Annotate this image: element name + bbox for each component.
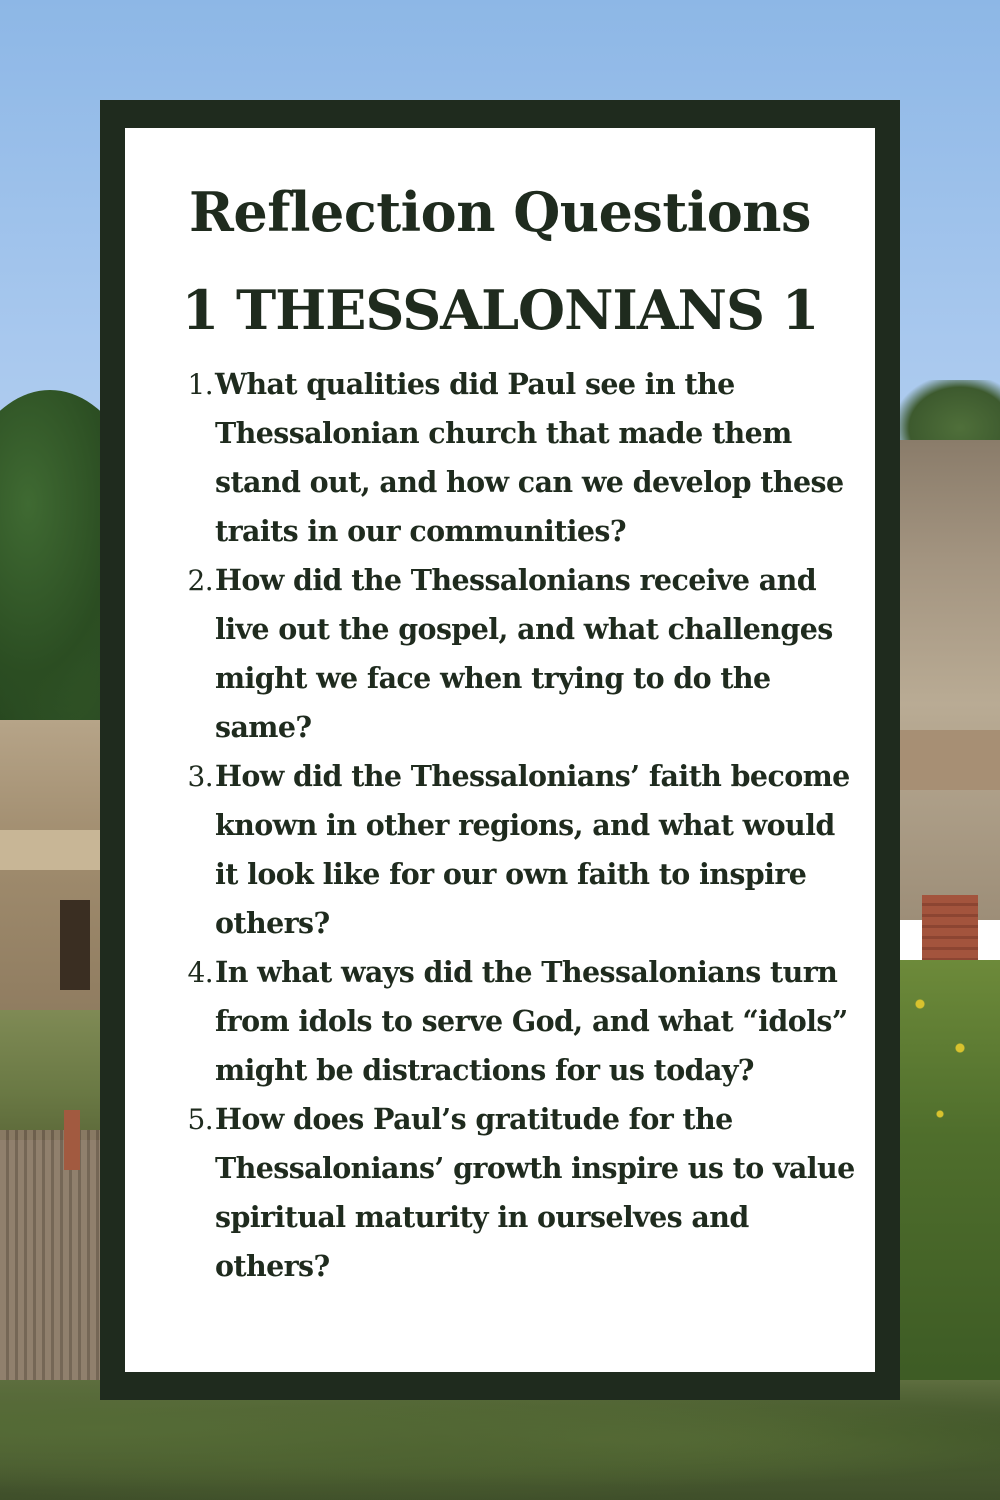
ruins-left-ledge	[0, 830, 100, 870]
flowering-shrubs-right	[900, 960, 1000, 1400]
card	[125, 128, 875, 1372]
question-text: In what ways did the Thessalonians turn from idols to serve God, and what “idols” might be distractions for us today?	[215, 955, 848, 1087]
questions-list	[175, 360, 865, 1291]
grass-left	[0, 1010, 110, 1140]
stone-wall-left	[0, 1130, 110, 1400]
question-number: 3.	[187, 760, 213, 793]
question-item-1	[175, 360, 865, 556]
ruins-left	[0, 720, 110, 1040]
question-number: 5.	[187, 1103, 213, 1136]
card-frame	[100, 100, 900, 1400]
question-number: 1.	[187, 368, 213, 401]
question-text: How did the Thessalonians’ faith become known in other regions, and what would it look like for our own faith to inspire others?	[215, 759, 850, 940]
ruins-left-doorway	[60, 900, 90, 990]
question-number: 2.	[187, 564, 213, 597]
question-text: How did the Thessalonians receive and live out the gospel, and what challenges might we face when trying to do the same?	[215, 563, 833, 744]
question-item-2	[175, 556, 865, 752]
title-line-1: Reflection Questions	[189, 180, 811, 244]
ruins-right-wall	[900, 730, 1000, 790]
ruins-right	[900, 440, 1000, 920]
title-line-2: 1 THESSALONIANS 1	[181, 278, 819, 342]
brick-pillar-left	[64, 1110, 80, 1170]
question-item-3	[175, 752, 865, 948]
question-item-4	[175, 948, 865, 1095]
question-text: How does Paul’s gratitude for the Thessalonians’ growth inspire us to value spiritual maturity in ourselves and others?	[215, 1102, 855, 1283]
question-number: 4.	[187, 956, 213, 989]
question-item-5	[175, 1095, 865, 1291]
question-text: What qualities did Paul see in the Thessalonian church that made them stand out, and how can we develop these traits in our communities?	[215, 367, 844, 548]
